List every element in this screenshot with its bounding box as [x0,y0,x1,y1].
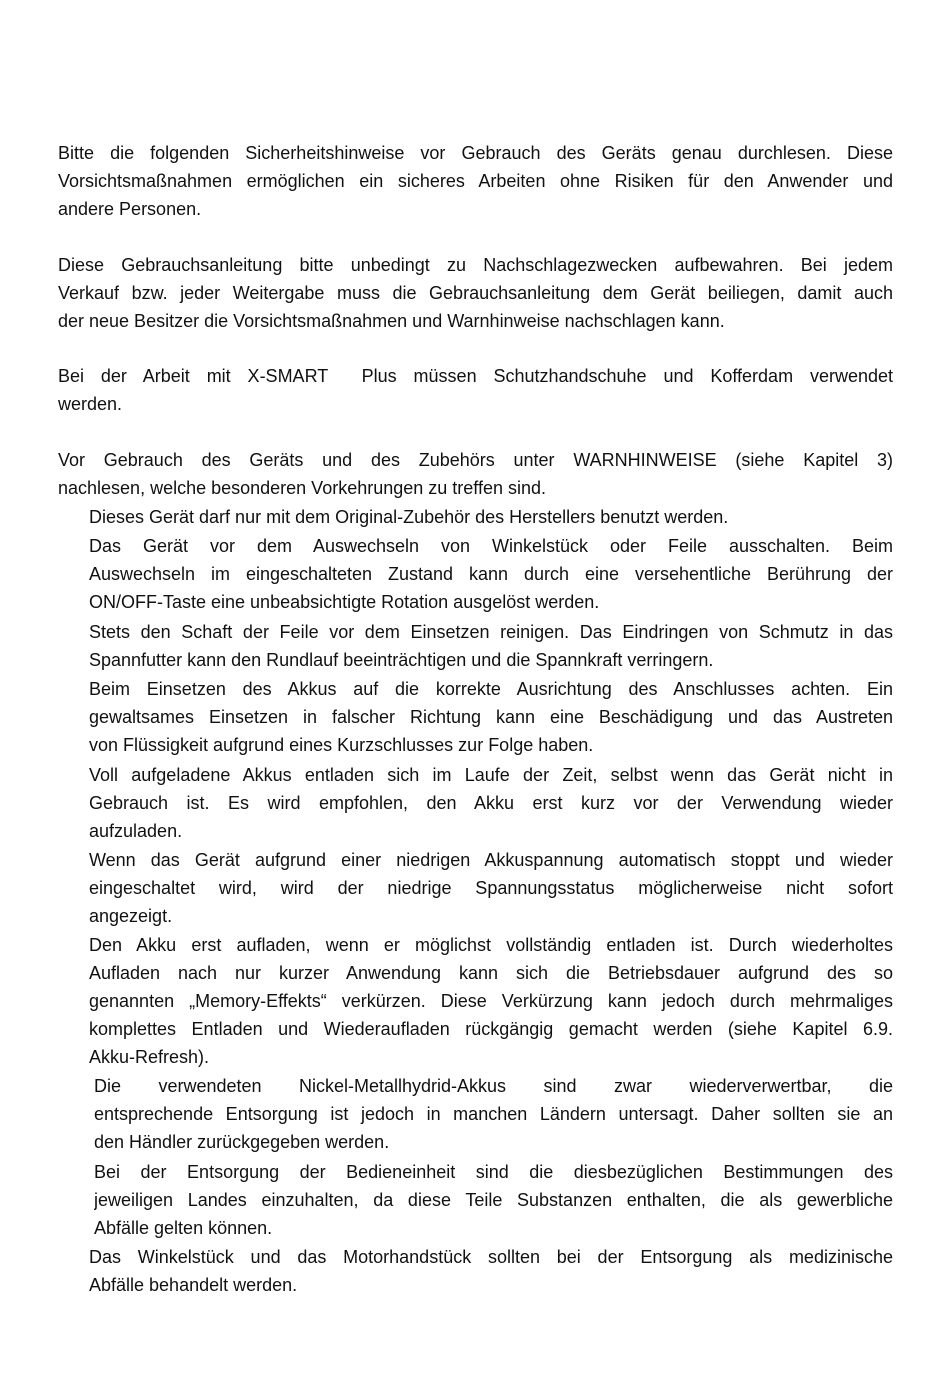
text-line: angezeigt. [89,906,173,926]
text-line: nachlesen, welche besonderen Vorkehrungen zu treffen sind. [58,478,547,498]
text-line: andere Personen. [58,199,202,219]
text-line: Bei der Entsorgung der Bedieneinheit sind die diesbezüglichen Bestimmungen des [94,1162,893,1182]
text-line: Bei der Arbeit mit X-SMART Plus müssen Schutzhandschuhe und Kofferdam verwendet [58,366,893,386]
intro-paragraph-warnings [58,446,893,502]
safety-item [89,532,893,616]
intro-paragraph-keep-manual [58,251,893,335]
text-line: eingeschaltet wird, wird der niedrige Spannungsstatus möglicherweise nicht sofort [89,878,893,898]
safety-item [89,931,893,1071]
text-line: Wenn das Gerät aufgrund einer niedrigen Akkuspannung automatisch stoppt und wieder [89,850,893,870]
text-line: Bitte die folgenden Sicherheitshinweise vor Gebrauch des Geräts genau durchlesen. Diese [58,143,893,163]
safety-item [94,1072,893,1156]
text-line: entsprechende Entsorgung ist jedoch in manchen Ländern untersagt. Daher sollten sie an [94,1104,893,1124]
text-line: Diese Gebrauchsanleitung bitte unbedingt zu Nachschlagezwecken aufbewahren. Bei jedem [58,255,893,275]
safety-item [89,846,893,930]
text-line: Abfälle behandelt werden. [89,1275,298,1295]
text-line: Abfälle gelten können. [94,1218,273,1238]
safety-item [89,761,893,845]
safety-item [89,675,893,759]
text-line: jeweiligen Landes einzuhalten, da diese Teile Substanzen enthalten, die als gewerbliche [94,1190,893,1210]
text-line: Auswechseln im eingeschalteten Zustand kann durch eine versehentliche Berührung der [89,564,893,584]
text-line: Akku-Refresh). [89,1047,210,1067]
text-line: Das Gerät vor dem Auswechseln von Winkelstück oder Feile ausschalten. Beim [89,536,893,556]
text-line: genannten „Memory-Effekts“ verkürzen. Diese Verkürzung kann jedoch durch mehrmaliges [89,991,893,1011]
text-line: Die verwendeten Nickel-Metallhydrid-Akkus sind zwar wiederverwertbar, die [94,1076,893,1096]
text-line: werden. [58,394,123,414]
safety-item [89,618,893,674]
text-line: komplettes Entladen und Wiederaufladen rückgängig gemacht werden (siehe Kapitel 6.9. [89,1019,893,1039]
text-line: von Flüssigkeit aufgrund eines Kurzschlusses zur Folge haben. [89,735,594,755]
safety-item [89,1243,893,1299]
text-line: Dieses Gerät darf nur mit dem Original-Zubehör des Herstellers benutzt werden. [89,507,729,527]
safety-item [94,1158,893,1242]
text-line: Gebrauch ist. Es wird empfohlen, den Akku erst kurz vor der Verwendung wieder [89,793,893,813]
text-line: Vorsichtsmaßnahmen ermöglichen ein sicheres Arbeiten ohne Risiken für den Anwender und [58,171,893,191]
text-line: gewaltsames Einsetzen in falscher Richtung kann eine Beschädigung und das Austreten [89,707,893,727]
text-line: Spannfutter kann den Rundlauf beeinträchtigen und die Spannkraft verringern. [89,650,714,670]
text-line: der neue Besitzer die Vorsichtsmaßnahmen und Warnhinweise nachschlagen kann. [58,311,725,331]
text-line: Den Akku erst aufladen, wenn er möglichst vollständig entladen ist. Durch wiederholtes [89,935,893,955]
text-line: ON/OFF-Taste eine unbeabsichtigte Rotation ausgelöst werden. [89,592,600,612]
safety-item [89,503,893,531]
text-line: Voll aufgeladene Akkus entladen sich im Laufe der Zeit, selbst wenn das Gerät nicht in [89,765,893,785]
text-line: aufzuladen. [89,821,183,841]
intro-paragraph-gloves [58,362,893,418]
text-line: den Händler zurückgegeben werden. [94,1132,390,1152]
text-line: Beim Einsetzen des Akkus auf die korrekte Ausrichtung des Anschlusses achten. Ein [89,679,893,699]
text-line: Stets den Schaft der Feile vor dem Einsetzen reinigen. Das Eindringen von Schmutz in das [89,622,893,642]
intro-paragraph-safety [58,139,893,223]
text-line: Das Winkelstück und das Motorhandstück sollten bei der Entsorgung als medizinische [89,1247,893,1267]
text-line: Verkauf bzw. jeder Weitergabe muss die Gebrauchsanleitung dem Gerät beiliegen, damit auch [58,283,893,303]
text-line: Aufladen nach nur kurzer Anwendung kann sich die Betriebsdauer aufgrund des so [89,963,893,983]
text-line: Vor Gebrauch des Geräts und des Zubehörs unter WARNHINWEISE (siehe Kapitel 3) [58,450,893,470]
